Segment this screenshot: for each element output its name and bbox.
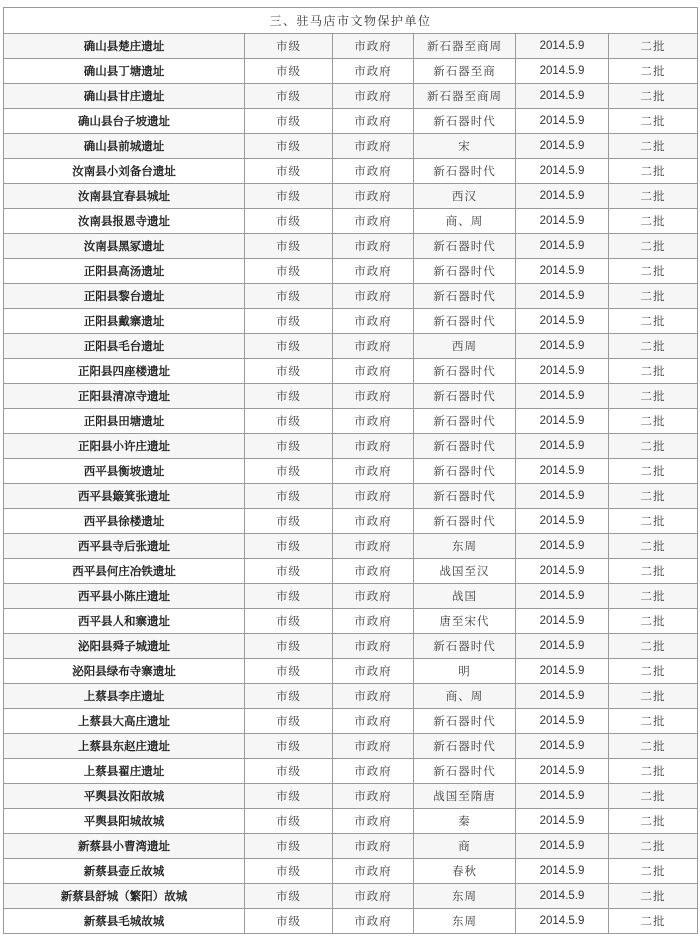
protection-level-cell: 市级 (245, 34, 333, 59)
date-cell: 2014.5.9 (516, 259, 609, 284)
site-name-cell: 确山县丁塘遗址 (4, 59, 245, 84)
protection-level-cell: 市级 (245, 884, 333, 909)
approved-by-cell: 市政府 (333, 159, 414, 184)
protection-level-cell: 市级 (245, 59, 333, 84)
approved-by-cell: 市政府 (333, 634, 414, 659)
era-cell: 新石器至商 (414, 59, 516, 84)
approved-by-cell: 市政府 (333, 109, 414, 134)
date-cell: 2014.5.9 (516, 684, 609, 709)
protection-level-cell: 市级 (245, 409, 333, 434)
era-cell: 明 (414, 659, 516, 684)
date-cell: 2014.5.9 (516, 109, 609, 134)
batch-cell: 二批 (609, 609, 698, 634)
approved-by-cell: 市政府 (333, 559, 414, 584)
batch-cell: 二批 (609, 384, 698, 409)
approved-by-cell: 市政府 (333, 909, 414, 934)
batch-cell: 二批 (609, 334, 698, 359)
site-name-cell: 西平县衡坡遗址 (4, 459, 245, 484)
date-cell: 2014.5.9 (516, 909, 609, 934)
approved-by-cell: 市政府 (333, 659, 414, 684)
era-cell: 新石器时代 (414, 509, 516, 534)
date-cell: 2014.5.9 (516, 34, 609, 59)
date-cell: 2014.5.9 (516, 784, 609, 809)
era-cell: 战国 (414, 584, 516, 609)
protection-level-cell: 市级 (245, 784, 333, 809)
approved-by-cell: 市政府 (333, 59, 414, 84)
table-row (4, 509, 698, 534)
date-cell: 2014.5.9 (516, 409, 609, 434)
protection-level-cell: 市级 (245, 809, 333, 834)
era-cell: 东周 (414, 884, 516, 909)
table-row (4, 234, 698, 259)
site-name-cell: 平舆县阳城故城 (4, 809, 245, 834)
batch-cell: 二批 (609, 259, 698, 284)
era-cell: 新石器时代 (414, 284, 516, 309)
batch-cell: 二批 (609, 809, 698, 834)
date-cell: 2014.5.9 (516, 734, 609, 759)
era-cell: 宋 (414, 134, 516, 159)
site-name-cell: 正阳县戴寨遗址 (4, 309, 245, 334)
batch-cell: 二批 (609, 84, 698, 109)
era-cell: 新石器时代 (414, 234, 516, 259)
batch-cell: 二批 (609, 734, 698, 759)
era-cell: 东周 (414, 909, 516, 934)
batch-cell: 二批 (609, 209, 698, 234)
table-row (4, 834, 698, 859)
batch-cell: 二批 (609, 409, 698, 434)
table-title: 三、驻马店市文物保护单位 (4, 8, 698, 34)
era-cell: 商、周 (414, 684, 516, 709)
era-cell: 西汉 (414, 184, 516, 209)
approved-by-cell: 市政府 (333, 334, 414, 359)
batch-cell: 二批 (609, 309, 698, 334)
protection-level-cell: 市级 (245, 859, 333, 884)
site-name-cell: 上蔡县大高庄遗址 (4, 709, 245, 734)
site-name-cell: 确山县前城遗址 (4, 134, 245, 159)
batch-cell: 二批 (609, 509, 698, 534)
batch-cell: 二批 (609, 684, 698, 709)
protection-level-cell: 市级 (245, 384, 333, 409)
date-cell: 2014.5.9 (516, 609, 609, 634)
era-cell: 战国至隋唐 (414, 784, 516, 809)
table-title-row (4, 8, 698, 34)
heritage-sites-table (3, 7, 698, 934)
site-name-cell: 确山县楚庄遗址 (4, 34, 245, 59)
site-name-cell: 正阳县清凉寺遗址 (4, 384, 245, 409)
table-row (4, 109, 698, 134)
approved-by-cell: 市政府 (333, 359, 414, 384)
date-cell: 2014.5.9 (516, 884, 609, 909)
date-cell: 2014.5.9 (516, 334, 609, 359)
table-row (4, 284, 698, 309)
era-cell: 秦 (414, 809, 516, 834)
site-name-cell: 上蔡县李庄遗址 (4, 684, 245, 709)
table-row (4, 259, 698, 284)
batch-cell: 二批 (609, 134, 698, 159)
site-name-cell: 西平县人和寨遗址 (4, 609, 245, 634)
batch-cell: 二批 (609, 159, 698, 184)
protection-level-cell: 市级 (245, 184, 333, 209)
date-cell: 2014.5.9 (516, 584, 609, 609)
site-name-cell: 确山县台子坡遗址 (4, 109, 245, 134)
era-cell: 商 (414, 834, 516, 859)
approved-by-cell: 市政府 (333, 609, 414, 634)
date-cell: 2014.5.9 (516, 534, 609, 559)
protection-level-cell: 市级 (245, 309, 333, 334)
table-row (4, 184, 698, 209)
era-cell: 新石器时代 (414, 109, 516, 134)
protection-level-cell: 市级 (245, 584, 333, 609)
date-cell: 2014.5.9 (516, 209, 609, 234)
approved-by-cell: 市政府 (333, 184, 414, 209)
batch-cell: 二批 (609, 534, 698, 559)
date-cell: 2014.5.9 (516, 384, 609, 409)
batch-cell: 二批 (609, 909, 698, 934)
approved-by-cell: 市政府 (333, 434, 414, 459)
approved-by-cell: 市政府 (333, 134, 414, 159)
batch-cell: 二批 (609, 859, 698, 884)
site-name-cell: 新蔡县壶丘故城 (4, 859, 245, 884)
site-name-cell: 确山县甘庄遗址 (4, 84, 245, 109)
batch-cell: 二批 (609, 434, 698, 459)
approved-by-cell: 市政府 (333, 534, 414, 559)
protection-level-cell: 市级 (245, 134, 333, 159)
date-cell: 2014.5.9 (516, 84, 609, 109)
site-name-cell: 上蔡县翟庄遗址 (4, 759, 245, 784)
table-row (4, 709, 698, 734)
table-row (4, 684, 698, 709)
approved-by-cell: 市政府 (333, 484, 414, 509)
date-cell: 2014.5.9 (516, 709, 609, 734)
site-name-cell: 正阳县毛台遗址 (4, 334, 245, 359)
protection-level-cell: 市级 (245, 484, 333, 509)
site-name-cell: 西平县徐楼遗址 (4, 509, 245, 534)
era-cell: 新石器时代 (414, 309, 516, 334)
batch-cell: 二批 (609, 234, 698, 259)
era-cell: 商、周 (414, 209, 516, 234)
batch-cell: 二批 (609, 584, 698, 609)
batch-cell: 二批 (609, 284, 698, 309)
table-row (4, 559, 698, 584)
protection-level-cell: 市级 (245, 509, 333, 534)
date-cell: 2014.5.9 (516, 59, 609, 84)
batch-cell: 二批 (609, 459, 698, 484)
table-row (4, 784, 698, 809)
site-name-cell: 上蔡县东赵庄遗址 (4, 734, 245, 759)
protection-level-cell: 市级 (245, 534, 333, 559)
era-cell: 新石器时代 (414, 709, 516, 734)
table-row (4, 409, 698, 434)
approved-by-cell: 市政府 (333, 209, 414, 234)
protection-level-cell: 市级 (245, 909, 333, 934)
date-cell: 2014.5.9 (516, 434, 609, 459)
table-row (4, 309, 698, 334)
batch-cell: 二批 (609, 59, 698, 84)
batch-cell: 二批 (609, 484, 698, 509)
protection-level-cell: 市级 (245, 434, 333, 459)
site-name-cell: 新蔡县舒城（繁阳）故城 (4, 884, 245, 909)
approved-by-cell: 市政府 (333, 709, 414, 734)
protection-level-cell: 市级 (245, 634, 333, 659)
era-cell: 新石器时代 (414, 634, 516, 659)
era-cell: 新石器至商周 (414, 84, 516, 109)
batch-cell: 二批 (609, 784, 698, 809)
date-cell: 2014.5.9 (516, 759, 609, 784)
era-cell: 新石器时代 (414, 359, 516, 384)
protection-level-cell: 市级 (245, 234, 333, 259)
approved-by-cell: 市政府 (333, 684, 414, 709)
protection-level-cell: 市级 (245, 84, 333, 109)
table-row (4, 59, 698, 84)
era-cell: 新石器时代 (414, 759, 516, 784)
table-row (4, 534, 698, 559)
approved-by-cell: 市政府 (333, 384, 414, 409)
approved-by-cell: 市政府 (333, 834, 414, 859)
era-cell: 新石器时代 (414, 484, 516, 509)
date-cell: 2014.5.9 (516, 634, 609, 659)
approved-by-cell: 市政府 (333, 84, 414, 109)
site-name-cell: 正阳县小许庄遗址 (4, 434, 245, 459)
approved-by-cell: 市政府 (333, 584, 414, 609)
era-cell: 新石器时代 (414, 259, 516, 284)
table-row (4, 909, 698, 934)
approved-by-cell: 市政府 (333, 259, 414, 284)
approved-by-cell: 市政府 (333, 459, 414, 484)
table-row (4, 434, 698, 459)
date-cell: 2014.5.9 (516, 459, 609, 484)
date-cell: 2014.5.9 (516, 359, 609, 384)
table-row (4, 84, 698, 109)
date-cell: 2014.5.9 (516, 659, 609, 684)
table-row (4, 484, 698, 509)
era-cell: 新石器时代 (414, 734, 516, 759)
date-cell: 2014.5.9 (516, 834, 609, 859)
site-name-cell: 平舆县汝阳故城 (4, 784, 245, 809)
table-row (4, 884, 698, 909)
date-cell: 2014.5.9 (516, 309, 609, 334)
table-row (4, 609, 698, 634)
approved-by-cell: 市政府 (333, 759, 414, 784)
era-cell: 新石器至商周 (414, 34, 516, 59)
site-name-cell: 西平县小陈庄遗址 (4, 584, 245, 609)
protection-level-cell: 市级 (245, 559, 333, 584)
approved-by-cell: 市政府 (333, 234, 414, 259)
approved-by-cell: 市政府 (333, 309, 414, 334)
batch-cell: 二批 (609, 834, 698, 859)
date-cell: 2014.5.9 (516, 184, 609, 209)
protection-level-cell: 市级 (245, 834, 333, 859)
date-cell: 2014.5.9 (516, 159, 609, 184)
approved-by-cell: 市政府 (333, 734, 414, 759)
approved-by-cell: 市政府 (333, 809, 414, 834)
site-name-cell: 泌阳县绿布寺寨遗址 (4, 659, 245, 684)
approved-by-cell: 市政府 (333, 409, 414, 434)
table-row (4, 859, 698, 884)
date-cell: 2014.5.9 (516, 234, 609, 259)
site-name-cell: 汝南县宜春县城址 (4, 184, 245, 209)
site-name-cell: 正阳县田塘遗址 (4, 409, 245, 434)
table-row (4, 659, 698, 684)
date-cell: 2014.5.9 (516, 484, 609, 509)
table-row (4, 359, 698, 384)
date-cell: 2014.5.9 (516, 859, 609, 884)
site-name-cell: 正阳县四座楼遗址 (4, 359, 245, 384)
site-name-cell: 西平县寺后张遗址 (4, 534, 245, 559)
approved-by-cell: 市政府 (333, 509, 414, 534)
table-row (4, 384, 698, 409)
protection-level-cell: 市级 (245, 359, 333, 384)
era-cell: 唐至宋代 (414, 609, 516, 634)
date-cell: 2014.5.9 (516, 809, 609, 834)
date-cell: 2014.5.9 (516, 559, 609, 584)
site-name-cell: 新蔡县毛城故城 (4, 909, 245, 934)
era-cell: 战国至汉 (414, 559, 516, 584)
site-name-cell: 正阳县黎台遗址 (4, 284, 245, 309)
era-cell: 春秋 (414, 859, 516, 884)
protection-level-cell: 市级 (245, 659, 333, 684)
date-cell: 2014.5.9 (516, 134, 609, 159)
protection-level-cell: 市级 (245, 709, 333, 734)
table-row (4, 334, 698, 359)
batch-cell: 二批 (609, 884, 698, 909)
batch-cell: 二批 (609, 559, 698, 584)
protection-level-cell: 市级 (245, 759, 333, 784)
approved-by-cell: 市政府 (333, 34, 414, 59)
batch-cell: 二批 (609, 34, 698, 59)
site-name-cell: 西平县何庄冶铁遗址 (4, 559, 245, 584)
protection-level-cell: 市级 (245, 334, 333, 359)
batch-cell: 二批 (609, 359, 698, 384)
table-body (4, 8, 698, 934)
date-cell: 2014.5.9 (516, 284, 609, 309)
batch-cell: 二批 (609, 634, 698, 659)
era-cell: 新石器时代 (414, 159, 516, 184)
table-row (4, 759, 698, 784)
batch-cell: 二批 (609, 709, 698, 734)
era-cell: 新石器时代 (414, 434, 516, 459)
date-cell: 2014.5.9 (516, 509, 609, 534)
batch-cell: 二批 (609, 759, 698, 784)
site-name-cell: 正阳县高汤遗址 (4, 259, 245, 284)
batch-cell: 二批 (609, 184, 698, 209)
protection-level-cell: 市级 (245, 209, 333, 234)
table-row (4, 634, 698, 659)
batch-cell: 二批 (609, 659, 698, 684)
era-cell: 西周 (414, 334, 516, 359)
approved-by-cell: 市政府 (333, 884, 414, 909)
site-name-cell: 西平县簸箕张遗址 (4, 484, 245, 509)
table-row (4, 209, 698, 234)
table-row (4, 584, 698, 609)
batch-cell: 二批 (609, 109, 698, 134)
table-row (4, 34, 698, 59)
approved-by-cell: 市政府 (333, 859, 414, 884)
era-cell: 新石器时代 (414, 384, 516, 409)
protection-level-cell: 市级 (245, 284, 333, 309)
site-name-cell: 新蔡县小曹湾遗址 (4, 834, 245, 859)
table-row (4, 134, 698, 159)
protection-level-cell: 市级 (245, 159, 333, 184)
era-cell: 东周 (414, 534, 516, 559)
approved-by-cell: 市政府 (333, 784, 414, 809)
era-cell: 新石器时代 (414, 409, 516, 434)
site-name-cell: 汝南县小刘备台遗址 (4, 159, 245, 184)
table-row (4, 809, 698, 834)
era-cell: 新石器时代 (414, 459, 516, 484)
table-row (4, 459, 698, 484)
site-name-cell: 泌阳县舜子城遗址 (4, 634, 245, 659)
table-row (4, 734, 698, 759)
table-row (4, 159, 698, 184)
protection-level-cell: 市级 (245, 609, 333, 634)
approved-by-cell: 市政府 (333, 284, 414, 309)
protection-level-cell: 市级 (245, 259, 333, 284)
protection-level-cell: 市级 (245, 109, 333, 134)
protection-level-cell: 市级 (245, 684, 333, 709)
protection-level-cell: 市级 (245, 459, 333, 484)
site-name-cell: 汝南县报恩寺遗址 (4, 209, 245, 234)
site-name-cell: 汝南县黑冢遗址 (4, 234, 245, 259)
protection-level-cell: 市级 (245, 734, 333, 759)
